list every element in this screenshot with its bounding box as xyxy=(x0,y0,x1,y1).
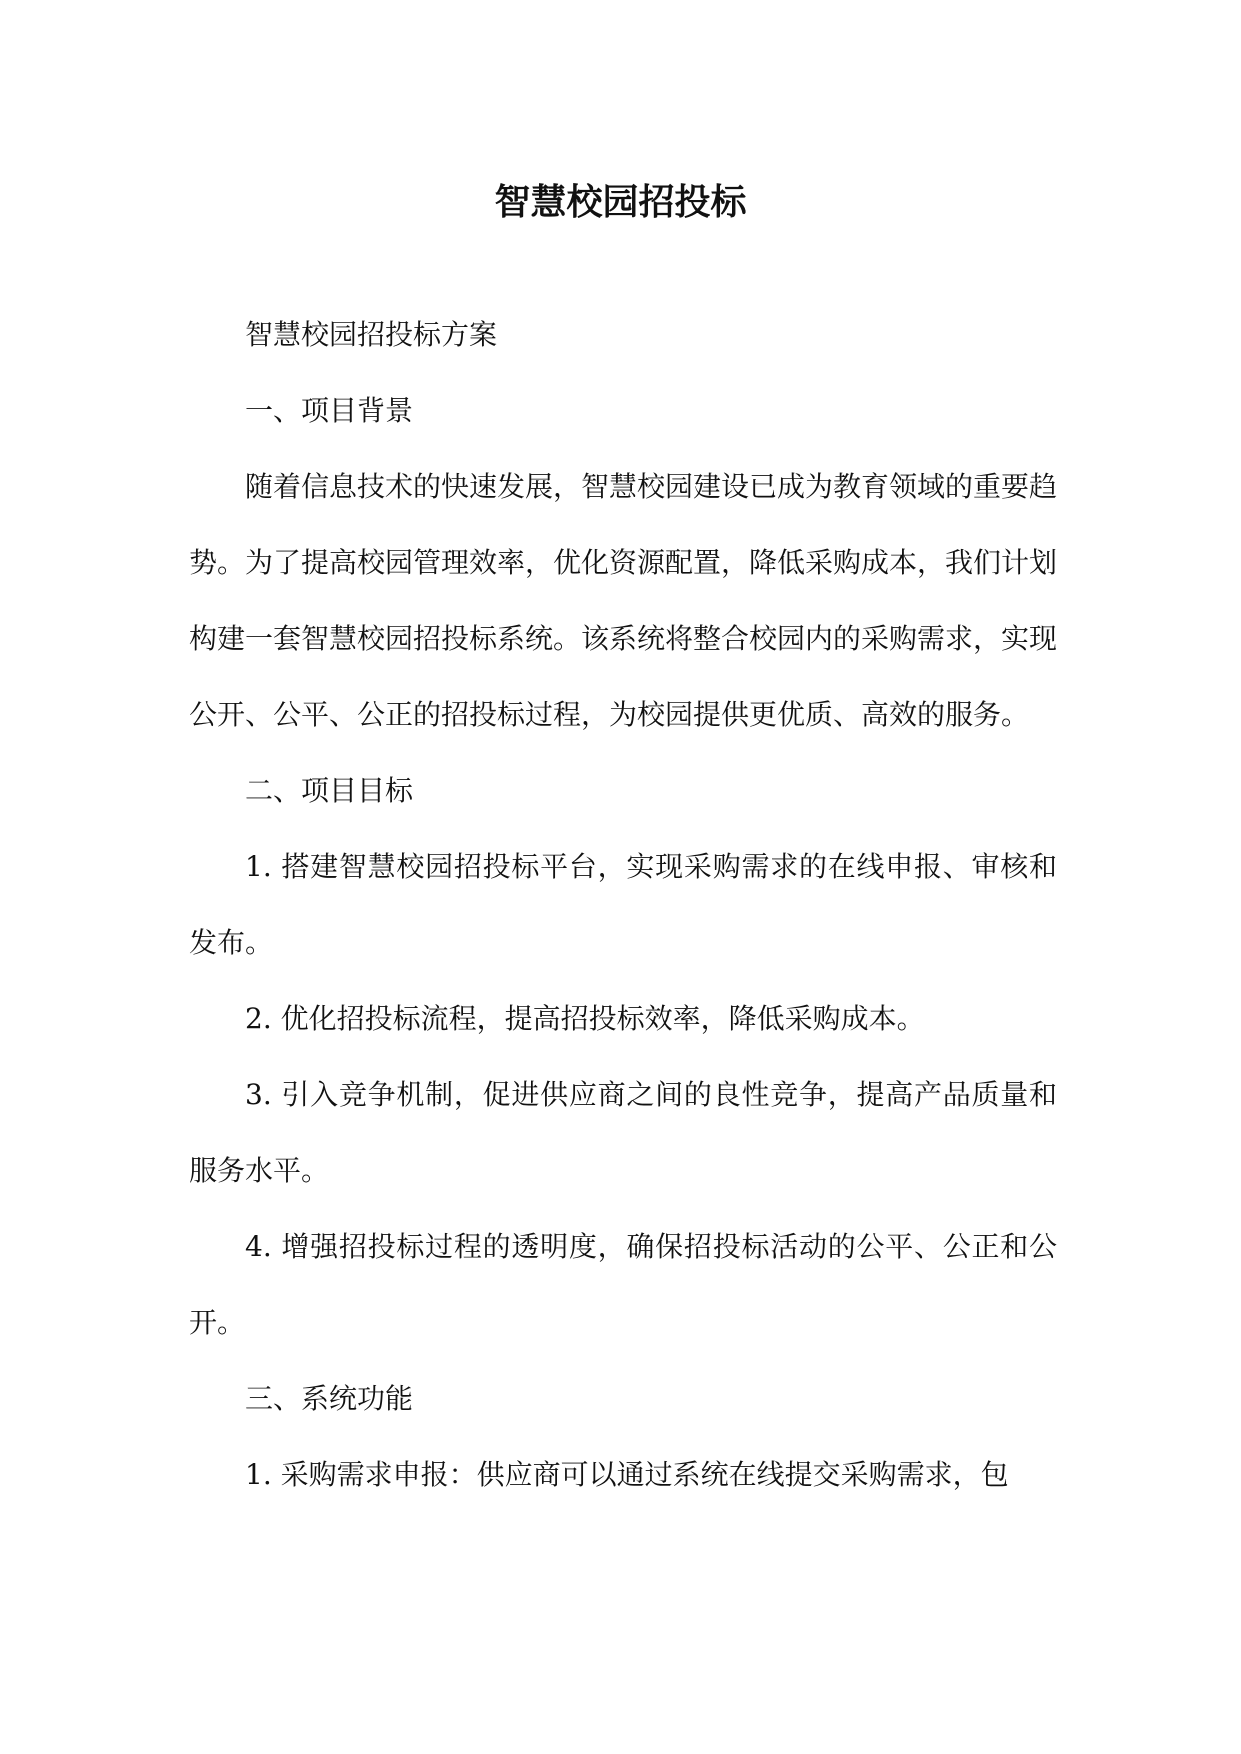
list-item-goal-2: 2. 优化招投标流程，提高招投标效率，降低采购成本。 xyxy=(245,1002,925,1035)
list-item-function-1: 1. 采购需求申报：供应商可以通过系统在线提交采购需求，包 xyxy=(245,1458,1009,1491)
paragraph-subtitle: 智慧校园招投标方案 xyxy=(245,318,498,351)
section-heading-background: 一、项目背景 xyxy=(245,394,414,427)
list-item-goal-3: 3. 引入竞争机制，促进供应商之间的良性竞争，提高产品质量和服务水平。 xyxy=(189,1078,1057,1187)
section-heading-functions: 三、系统功能 xyxy=(245,1382,414,1415)
document-body xyxy=(189,297,1057,1513)
paragraph-background: 随着信息技术的快速发展，智慧校园建设已成为教育领域的重要趋势。为了提高校园管理效率，优化资源配置，降低采购成本，我们计划构建一套智慧校园招投标系统。该系统将整合校园内的采购需求，实现公开、公平、公正的招投标过程，为校园提供更优质、高效的服务。 xyxy=(189,470,1058,731)
document-title: 智慧校园招投标 xyxy=(494,181,747,223)
list-item-goal-1: 1. 搭建智慧校园招投标平台，实现采购需求的在线申报、审核和发布。 xyxy=(189,850,1057,959)
section-heading-goals: 二、项目目标 xyxy=(245,774,414,807)
list-item-goal-4: 4. 增强招投标过程的透明度，确保招投标活动的公平、公正和公开。 xyxy=(189,1230,1057,1339)
